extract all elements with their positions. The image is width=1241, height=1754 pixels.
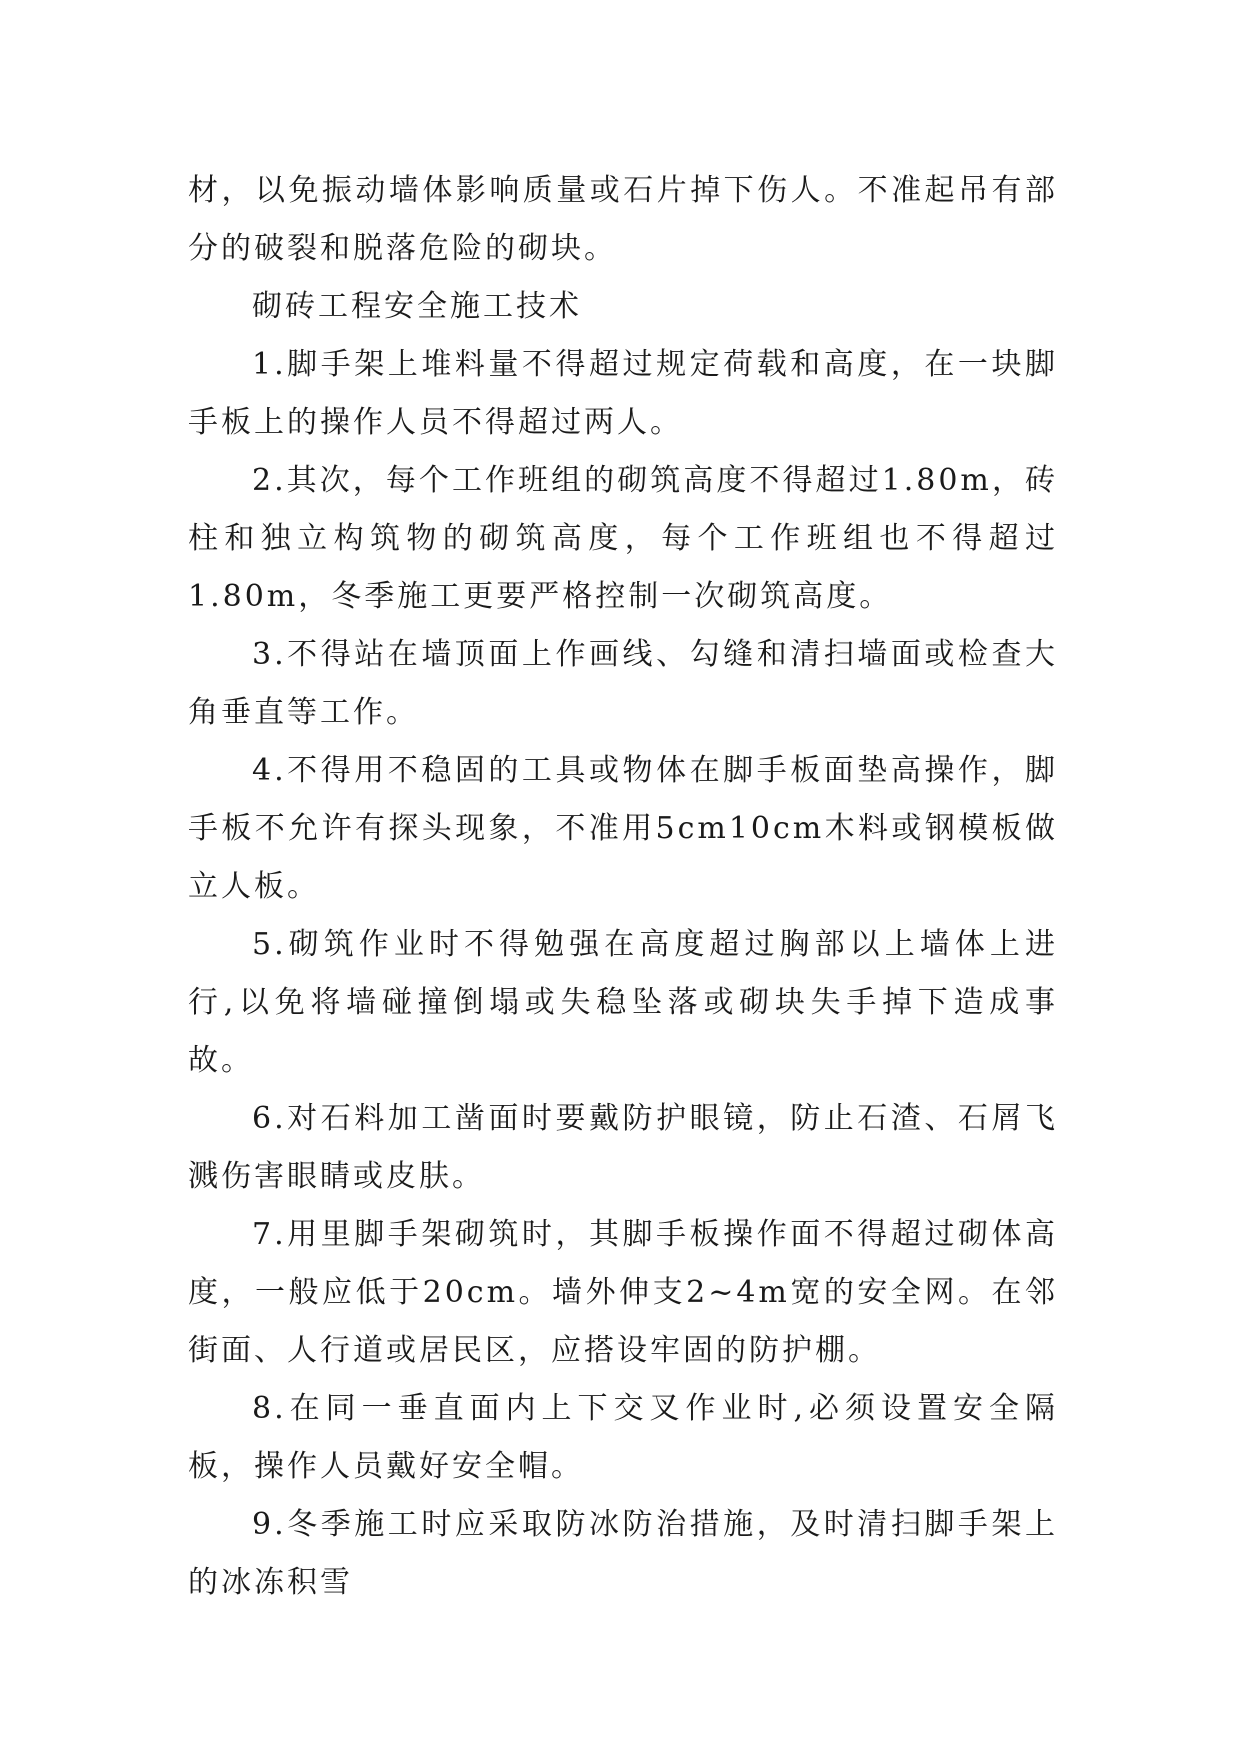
paragraph-item-6: 6.对石料加工凿面时要戴防护眼镜，防止石渣、石屑飞溅伤害眼睛或皮肤。 — [188, 1101, 1058, 1194]
paragraph-item-5: 5.砌筑作业时不得勉强在高度超过胸部以上墙体上进行,以免将墙碰撞倒塌或失稳坠落或砌块失手掉下造成事故。 — [188, 927, 1058, 1078]
paragraph-item-3: 3.不得站在墙顶面上作画线、勾缝和清扫墙面或检查大角垂直等工作。 — [188, 637, 1058, 730]
paragraph-item-1: 1.脚手架上堆料量不得超过规定荷载和高度，在一块脚手板上的操作人员不得超过两人。 — [188, 347, 1058, 440]
paragraph-item-2: 2.其次，每个工作班组的砌筑高度不得超过1.80m，砖柱和独立构筑物的砌筑高度，每个工作班组也不得超过1.80m，冬季施工更要严格控制一次砌筑高度。 — [188, 463, 1058, 614]
paragraph-item-9: 9.冬季施工时应采取防冰防治措施，及时清扫脚手架上的冰冻积雪 — [188, 1507, 1058, 1600]
section-heading: 砌砖工程安全施工技术 — [252, 289, 582, 324]
paragraph-item-4: 4.不得用不稳固的工具或物体在脚手板面垫高操作，脚手板不允许有探头现象，不准用5cm10cm木料或钢模板做立人板。 — [188, 753, 1058, 904]
body-text — [188, 162, 1058, 1612]
paragraph-item-8: 8.在同一垂直面内上下交叉作业时,必须设置安全隔板，操作人员戴好安全帽。 — [188, 1391, 1058, 1484]
paragraph-continuation: 材，以免振动墙体影响质量或石片掉下伤人。不准起吊有部分的破裂和脱落危险的砌块。 — [188, 173, 1058, 266]
paragraph-item-7: 7.用里脚手架砌筑时，其脚手板操作面不得超过砌体高度，一般应低于20cm。墙外伸支2~4m宽的安全网。在邻街面、人行道或居民区，应搭设牢固的防护棚。 — [188, 1217, 1058, 1368]
